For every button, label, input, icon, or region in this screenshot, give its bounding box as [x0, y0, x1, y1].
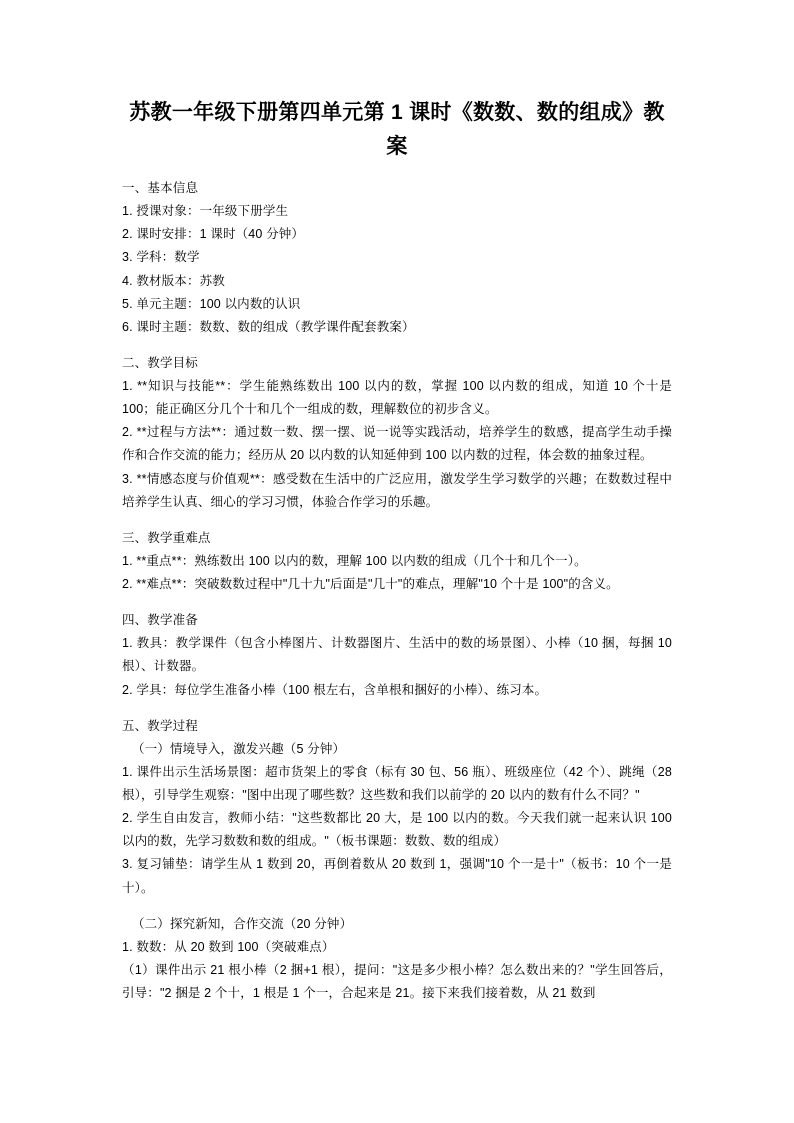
section-heading: 五、教学过程	[122, 718, 198, 733]
spacer	[122, 596, 672, 609]
explore-line-2: （1）课件出示 21 根小棒（2 捆+1 根），提问："这是多少根小棒？怎么数出来的？"学生回答后，引导："2 捆是 2 个十，1 根是 1 个一，合起来是 21。接下来我们接着数，从 21 数到	[122, 962, 672, 1001]
objective-line-1: 1. **知识与技能**：学生能熟练数出 100 以内的数，掌握 100 以内数的组成，知道 10 个十是 100；能正确区分几个十和几个一组成的数，理解数位的初步含义。	[122, 379, 672, 417]
page-title: 苏教一年级下册第四单元第 1 课时《数数、数的组成》教案	[129, 101, 665, 159]
info-line-1: 1. 授课对象：一年级下册学生	[122, 204, 289, 219]
info-line-5: 5. 单元主题：100 以内数的认识	[122, 296, 301, 311]
info-line-6: 6. 课时主题：数数、数的组成（教学课件配套教案）	[122, 319, 415, 334]
explore-line-1: 1. 数数：从 20 数到 100（突破难点）	[122, 939, 335, 954]
objective-line-2: 2. **过程与方法**：通过数一数、摆一摆、说一说等实践活动，培养学生的数感，提高学生动手操作和合作交流的能力；经历从 20 以内数的认知延伸到 100 以内数的过程，体会数的抽象过程。	[122, 425, 672, 463]
spacer	[122, 514, 672, 527]
difficulty-line-1: 1. **重点**：熟练数出 100 以内的数，理解 100 以内数的组成（几个十和几个一）。	[122, 553, 587, 568]
process-line-3: 3. 复习铺垫：请学生从 1 数到 20，再倒着数从 20 数到 1，强调"10 个一是十"（板书：10 个一是十）。	[122, 857, 672, 895]
spacer	[122, 900, 672, 913]
section-basic-info	[122, 177, 672, 339]
process-line-1: 1. 课件出示生活场景图：超市货架上的零食（标有 30 包、56 瓶）、班级座位（42 个）、跳绳（28 根），引导学生观察："图中出现了哪些数？这些数和我们以前学的 20 以内的数有什么不同？"	[122, 764, 672, 803]
section-key-difficulties	[122, 527, 672, 596]
process-line-2: 2. 学生自由发言，教师小结："这些数都比 20 大，是 100 以内的数。今天我们就一起来认识 100 以内的数，先学习数数和数的组成。"（板书课题：数数、数的组成）	[122, 811, 672, 849]
info-line-4: 4. 教材版本：苏教	[122, 273, 225, 288]
section-heading: 一、基本信息	[122, 181, 199, 196]
section-teaching-preparation	[122, 609, 672, 702]
section-teaching-objectives	[122, 352, 672, 514]
info-line-3: 3. 学科：数学	[122, 250, 200, 265]
spacer	[122, 702, 672, 715]
spacer	[122, 339, 672, 352]
section-heading: 四、教学准备	[122, 613, 198, 628]
preparation-line-2: 2. 学具：每位学生准备小棒（100 根左右，含单根和捆好的小棒）、练习本。	[122, 682, 548, 697]
subsection-heading-explore: （二）探究新知，合作交流（20 分钟）	[132, 916, 353, 931]
info-line-2: 2. 课时安排：1 课时（40 分钟）	[122, 227, 305, 242]
preparation-line-1: 1. 教具：教学课件（包含小棒图片、计数器图片、生活中的数的场景图）、小棒（10 捆，每捆 10 根）、计数器。	[122, 636, 672, 674]
subsection-heading-intro: （一）情境导入，激发兴趣（5 分钟）	[132, 741, 346, 756]
section-heading: 二、教学目标	[122, 355, 198, 370]
section-heading: 三、教学重难点	[122, 530, 211, 545]
difficulty-line-2: 2. **难点**：突破数数过程中"几十九"后面是"几十"的难点，理解"10 个十是 100"的含义。	[122, 577, 619, 592]
section-teaching-process	[122, 715, 672, 1006]
objective-line-3: 3. **情感态度与价值观**：感受数在生活中的广泛应用，激发学生学习数学的兴趣；在数数过程中培养学生认真、细心的学习习惯，体验合作学习的乐趣。	[122, 471, 672, 509]
